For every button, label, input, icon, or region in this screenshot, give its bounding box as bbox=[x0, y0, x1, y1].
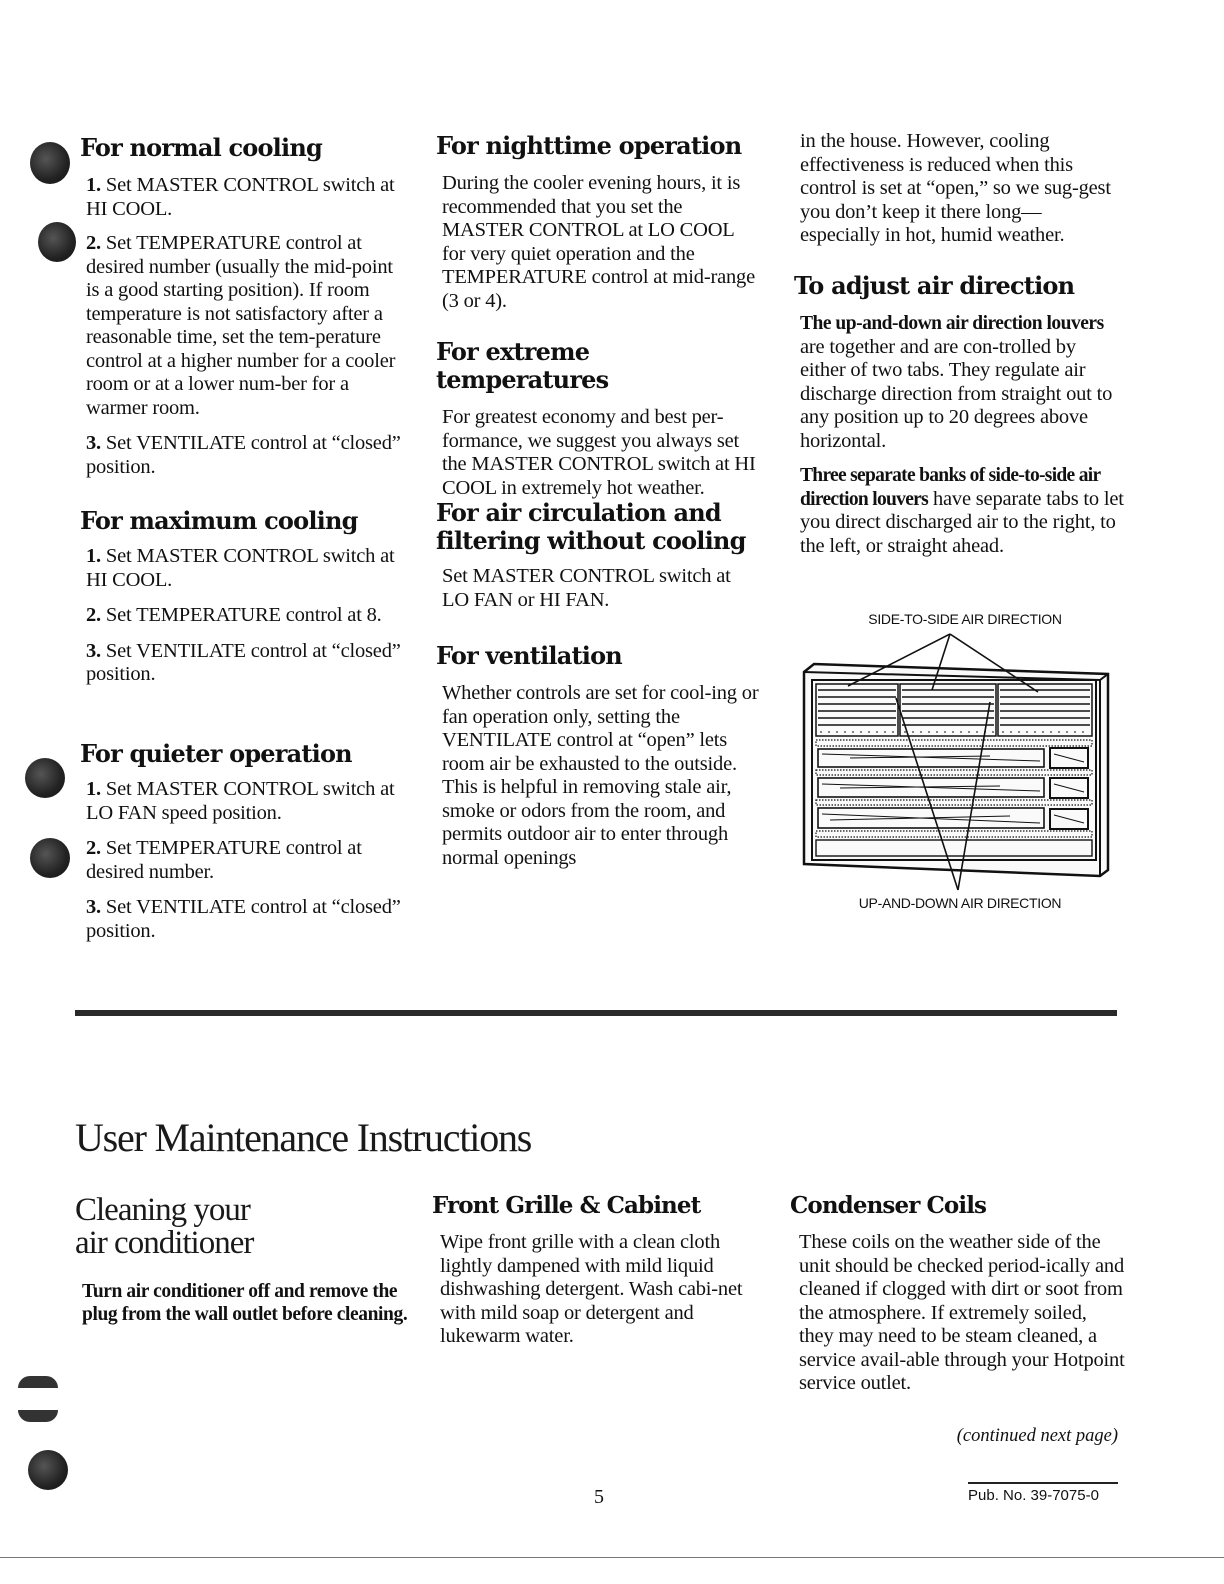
section-normal-cooling bbox=[80, 134, 410, 479]
heading-maximum-cooling: For maximum cooling bbox=[80, 506, 358, 535]
step-item: 1. Set MASTER CONTROL switch at HI COOL. bbox=[86, 174, 395, 220]
bottom-edge-line bbox=[0, 1557, 1224, 1558]
heading-nighttime-operation: For nighttime operation bbox=[436, 131, 742, 160]
section-divider bbox=[75, 1010, 1117, 1016]
heading-front-grille: Front Grille & Cabinet bbox=[432, 1192, 701, 1219]
front-grille-body: Wipe front grille with a clean cloth lightly dampened with mild liquid dishwashing detergent. Wash cabi-net with mild soap or detergent and lukewarm water. bbox=[440, 1231, 743, 1347]
figure-caption-up-and-down: UP-AND-DOWN AIR DIRECTION bbox=[858, 895, 1062, 911]
binder-hole-icon bbox=[25, 758, 65, 798]
binder-hole-icon bbox=[30, 142, 70, 184]
circulation-body: Set MASTER CONTROL switch at LO FAN or HI FAN. bbox=[442, 565, 731, 611]
heading-air-direction: To adjust air direction bbox=[794, 271, 1075, 300]
footer-rule bbox=[968, 1482, 1118, 1484]
section-nighttime-operation bbox=[436, 132, 766, 313]
heading-condenser-coils: Condenser Coils bbox=[790, 1192, 987, 1219]
step-item: 2. Set TEMPERATURE control at desired number. bbox=[86, 837, 362, 883]
step-item: 3. Set VENTILATE control at “closed” position. bbox=[86, 639, 401, 685]
heading-air-circulation: For air circulation and filtering without cooling bbox=[436, 498, 746, 555]
ventilation-continued: in the house. However, cooling effectiveness is reduced when this control is set at “open,” so we sug-gest you don’t keep it there long—especially in hot, humid weather. bbox=[800, 130, 1111, 246]
section-maximum-cooling bbox=[80, 507, 410, 687]
binder-hole-icon bbox=[28, 1450, 68, 1490]
step-item: 1. Set MASTER CONTROL switch at LO FAN speed position. bbox=[86, 778, 395, 824]
nighttime-body: During the cooler evening hours, it is recommended that you set the MASTER CONTROL at LO COOL for very quiet operation and the TEMPERATURE control at mid-range (3 or 4). bbox=[442, 172, 756, 312]
step-item: 3. Set VENTILATE control at “closed” position. bbox=[86, 896, 401, 942]
air-direction-para2: Three separate banks of side-to-side air direction louvers have separate tabs to let you direct discharged air to the right, to the left, or straight ahead. bbox=[800, 465, 1124, 557]
page-number: 5 bbox=[594, 1486, 604, 1508]
section-front-grille bbox=[432, 1192, 772, 1349]
section-condenser-coils bbox=[790, 1192, 1130, 1396]
air-conditioner-grille-illustration bbox=[790, 628, 1120, 898]
publication-number: Pub. No. 39-7075-0 bbox=[968, 1487, 1099, 1504]
condenser-coils-body: These coils on the weather side of the unit should be checked period-ically and cleaned if clogged with dirt or soot from the atmosphere. If extremely soiled, they may need to be steam cleaned, a service avail-able through your Hotpoint service outlet. bbox=[799, 1231, 1125, 1394]
ventilation-body: Whether controls are set for cool-ing or fan operation only, setting the VENTILATE control at “open” lets room air be exhausted to the outside. This is helpful in removing stale air, smoke or odors from the room, and permits outdoor air to enter through normal openings bbox=[442, 682, 759, 869]
binder-hole-icon bbox=[38, 222, 76, 262]
figure-caption-side-to-side: SIDE-TO-SIDE AIR DIRECTION bbox=[868, 611, 1062, 627]
cleaning-warning: Turn air conditioner off and remove the plug from the wall outlet before cleaning. bbox=[82, 1281, 408, 1325]
binder-hole-icon bbox=[30, 838, 70, 878]
section-quieter-operation bbox=[80, 740, 410, 943]
section-cleaning bbox=[75, 1194, 415, 1326]
section-air-direction bbox=[794, 272, 1124, 558]
binder-hole-icon bbox=[18, 1410, 58, 1422]
heading-ventilation: For ventilation bbox=[436, 641, 622, 670]
air-direction-para1: The up-and-down air direction louvers are together and are con-trolled by either of two tabs. They regulate air discharge direction from straight out to any position up to 20 degrees above horizontal. bbox=[800, 313, 1113, 452]
section-extreme-temperatures bbox=[436, 338, 766, 500]
maintenance-title: User Maintenance Instructions bbox=[75, 1115, 532, 1160]
binder-hole-icon bbox=[18, 1376, 58, 1388]
step-item: 2. Set TEMPERATURE control at desired number (usually the mid-point is a good starting position). If room temperature is not satisfactory after a reasonable time, set the tem-perature control at a higher number for a cooler room or at a lower num-ber for a warmer room. bbox=[86, 232, 396, 419]
section-ventilation bbox=[436, 642, 766, 870]
heading-extreme-temperatures: For extreme temperatures bbox=[436, 337, 609, 394]
section-air-circulation bbox=[436, 499, 766, 612]
step-item: 1. Set MASTER CONTROL switch at HI COOL. bbox=[86, 545, 395, 591]
heading-quieter-operation: For quieter operation bbox=[80, 739, 352, 768]
continued-note: (continued next page) bbox=[956, 1426, 1118, 1446]
extreme-body: For greatest economy and best per-formance, we suggest you always set the MASTER CONTROL switch at HI COOL in extremely hot weather. bbox=[442, 406, 756, 499]
cleaning-title: Cleaning your air conditioner bbox=[75, 1192, 254, 1261]
step-item: 2. Set TEMPERATURE control at 8. bbox=[86, 604, 382, 626]
step-item: 3. Set VENTILATE control at “closed” position. bbox=[86, 432, 401, 478]
heading-normal-cooling: For normal cooling bbox=[80, 133, 322, 162]
